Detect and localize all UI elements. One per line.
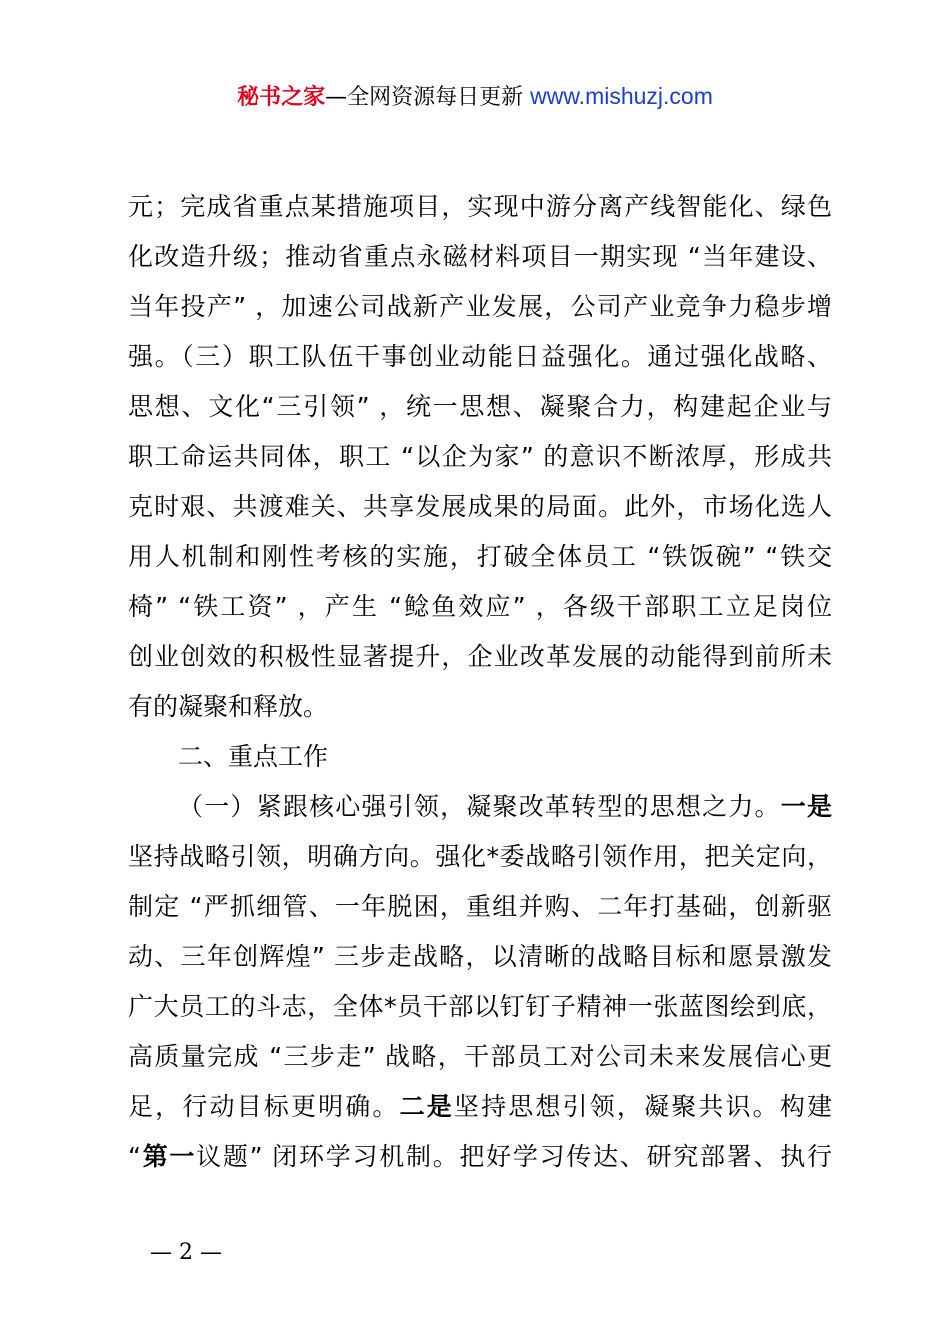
text-span: 坚持思想引领，凝聚共识。构建 [453, 1092, 832, 1121]
text-line [128, 1082, 832, 1132]
text-span: （一）紧跟核心强引领，凝聚改革转型的思想之力。 [178, 792, 781, 821]
text-line: 高质量完成 “三步走” 战略，干部员工对公司未来发展信心更 [128, 1042, 832, 1071]
text-span: 足，行动目标更明确。 [128, 1092, 400, 1121]
header-tagline: —全网资源每日更新 [325, 85, 531, 110]
text-line: 用人机制和刚性考核的实施，打破全体员工 “铁饭碗” “铁交 [128, 542, 832, 571]
section-heading: 二、重点工作 [178, 742, 329, 771]
text-line: 当年投产” ，加速公司战新产业发展，公司产业竞争力稳步增 [128, 292, 832, 321]
text-span: 议题” 闭环学习机制。把好学习传达、研究部署、执行 [196, 1142, 832, 1171]
text-span: “ [128, 1142, 141, 1171]
text-line: 思想、文化“三引领” ，统一思想、凝聚合力，构建起企业与 [128, 392, 832, 421]
text-line [128, 1132, 832, 1182]
text-line: 强。（三）职工队伍干事创业动能日益强化。通过强化战略、 [128, 342, 832, 371]
text-line: 元；完成省重点某措施项目，实现中游分离产线智能化、绿色 [128, 192, 832, 221]
text-line [128, 782, 832, 832]
text-line: 坚持战略引领，明确方向。强化*委战略引领作用，把关定向， [128, 842, 832, 871]
text-line: 动、三年创辉煌” 三步走战略，以清晰的战略目标和愿景激发 [128, 942, 832, 971]
site-header [0, 80, 950, 114]
text-line: 克时艰、共渡难关、共享发展成果的局面。此外，市场化选人 [128, 492, 832, 521]
text-line: 创业创效的积极性显著提升，企业改革发展的动能得到前所未 [128, 642, 832, 671]
site-url-link[interactable]: www.mishuzj.com [530, 83, 713, 109]
bold-marker: 第一 [140, 1142, 197, 1171]
bold-marker: 二是 [399, 1092, 454, 1121]
text-line: 有的凝聚和释放。 [128, 692, 329, 721]
text-line: 制定 “严抓细管、一年脱困，重组并购、二年打基础，创新驱 [128, 892, 832, 921]
text-line: 化改造升级；推动省重点永磁材料项目一期实现 “当年建设、 [128, 242, 832, 271]
text-line: 椅” “铁工资” ，产生 “鲶鱼效应” ，各级干部职工立足岗位 [128, 592, 832, 621]
text-line: 广大员工的斗志，全体*员干部以钉钉子精神一张蓝图绘到底， [128, 992, 832, 1021]
brand-name: 秘书之家 [237, 85, 326, 110]
page-number: — 2 — [150, 1240, 222, 1265]
bold-marker: 一是 [780, 792, 832, 821]
document-body [128, 182, 832, 1182]
text-line: 职工命运共同体，职工 “以企为家” 的意识不断浓厚，形成共 [128, 442, 832, 471]
